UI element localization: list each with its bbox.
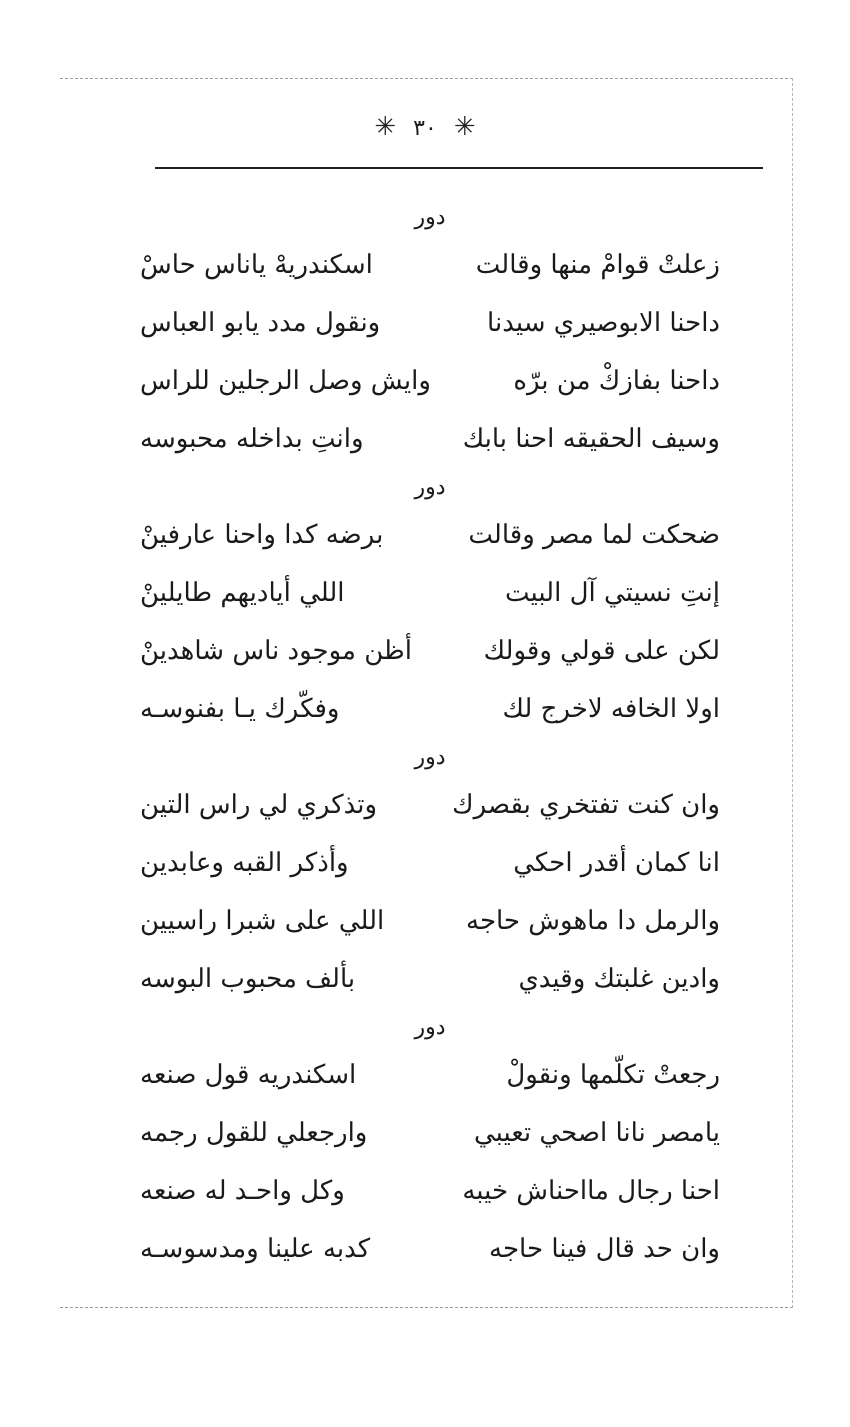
hemistich-first: وان كنت تفتخري بقصرك — [452, 790, 720, 820]
verse-line — [140, 236, 720, 294]
hemistich-first: داحنا بفازكْ من برّه — [513, 366, 720, 396]
hemistich-first: زعلتْ قوامْ منها وقالت — [475, 250, 720, 280]
verse-line — [140, 1104, 720, 1162]
verse-line — [140, 776, 720, 834]
stanza-title: دور — [414, 475, 446, 500]
stanza — [140, 740, 720, 1008]
hemistich-second: بألف محبوب البوسه — [140, 964, 356, 994]
hemistich-second: ونقول مدد يابو العباس — [140, 308, 381, 338]
hemistich-first: اولا الخافه لاخرج لك — [502, 694, 720, 724]
hemistich-second: أظن موجود ناس شاهدينْ — [140, 636, 412, 666]
verse-line — [140, 410, 720, 468]
verse-line — [140, 834, 720, 892]
hemistich-second: اللي أياديهم طايلينْ — [140, 578, 345, 608]
hemistich-first: يامصر نانا اصحي تعيبي — [474, 1118, 720, 1148]
verse-line — [140, 950, 720, 1008]
stanza-title: دور — [414, 745, 446, 770]
header-rule — [155, 167, 763, 169]
verse-line — [140, 1162, 720, 1220]
hemistich-first: انا كمان أقدر احكي — [513, 848, 720, 878]
hemistich-second: وكل واحـد له صنعه — [140, 1176, 345, 1206]
hemistich-first: رجعتْ تكلّمها ونقولْ — [506, 1060, 720, 1090]
hemistich-second: اسكندريه قول صنعه — [140, 1060, 357, 1090]
hemistich-first: داحنا الابوصيري سيدنا — [487, 308, 720, 338]
hemistich-second: كدبه علينا ومدسوسـه — [140, 1234, 371, 1264]
hemistich-first: احنا رجال مااحناش خيبه — [462, 1176, 720, 1206]
hemistich-second: برضه كدا واحنا عارفينْ — [140, 520, 384, 550]
hemistich-second: وتذكري لي راس التين — [140, 790, 378, 820]
hemistich-second: وفكّرك يـا بفنوسـه — [140, 694, 340, 724]
stanza — [140, 200, 720, 468]
hemistich-first: ضحكت لما مصر وقالت — [468, 520, 720, 550]
hemistich-second: اسكندريهْ ياناس حاسْ — [140, 250, 373, 280]
hemistich-first: والرمل دا ماهوش حاجه — [466, 906, 720, 936]
page-header — [0, 112, 850, 142]
hemistich-second: وانتِ بداخله محبوسه — [140, 424, 364, 454]
verse-line — [140, 506, 720, 564]
stanza — [140, 1010, 720, 1278]
hemistich-first: وادين غلبتك وقيدي — [518, 964, 720, 994]
poem-body — [140, 198, 720, 1278]
verse-line — [140, 680, 720, 738]
page-number: ٣٠ — [413, 116, 437, 141]
star-ornament-icon: ✳ — [374, 112, 397, 142]
stanza-title: دور — [414, 1015, 446, 1040]
stanza — [140, 470, 720, 738]
stanza-title: دور — [414, 205, 446, 230]
hemistich-first: وان حد قال فينا حاجه — [489, 1234, 720, 1264]
hemistich-second: اللي على شبرا راسيين — [140, 906, 385, 936]
verse-line — [140, 352, 720, 410]
star-ornament-icon: ✳ — [453, 112, 476, 142]
hemistich-second: وأذكر القبه وعابدين — [140, 848, 349, 878]
verse-line — [140, 294, 720, 352]
verse-line — [140, 564, 720, 622]
verse-line — [140, 892, 720, 950]
verse-line — [140, 1220, 720, 1278]
hemistich-second: وارجعلي للقول رجمه — [140, 1118, 368, 1148]
hemistich-second: وايش وصل الرجلين للراس — [140, 366, 431, 396]
hemistich-first: لكن على قولي وقولك — [483, 636, 720, 666]
hemistich-first: إنتِ نسيتي آل البيت — [504, 578, 720, 608]
hemistich-first: وسيف الحقيقه احنا بابك — [462, 424, 720, 454]
verse-line — [140, 622, 720, 680]
verse-line — [140, 1046, 720, 1104]
